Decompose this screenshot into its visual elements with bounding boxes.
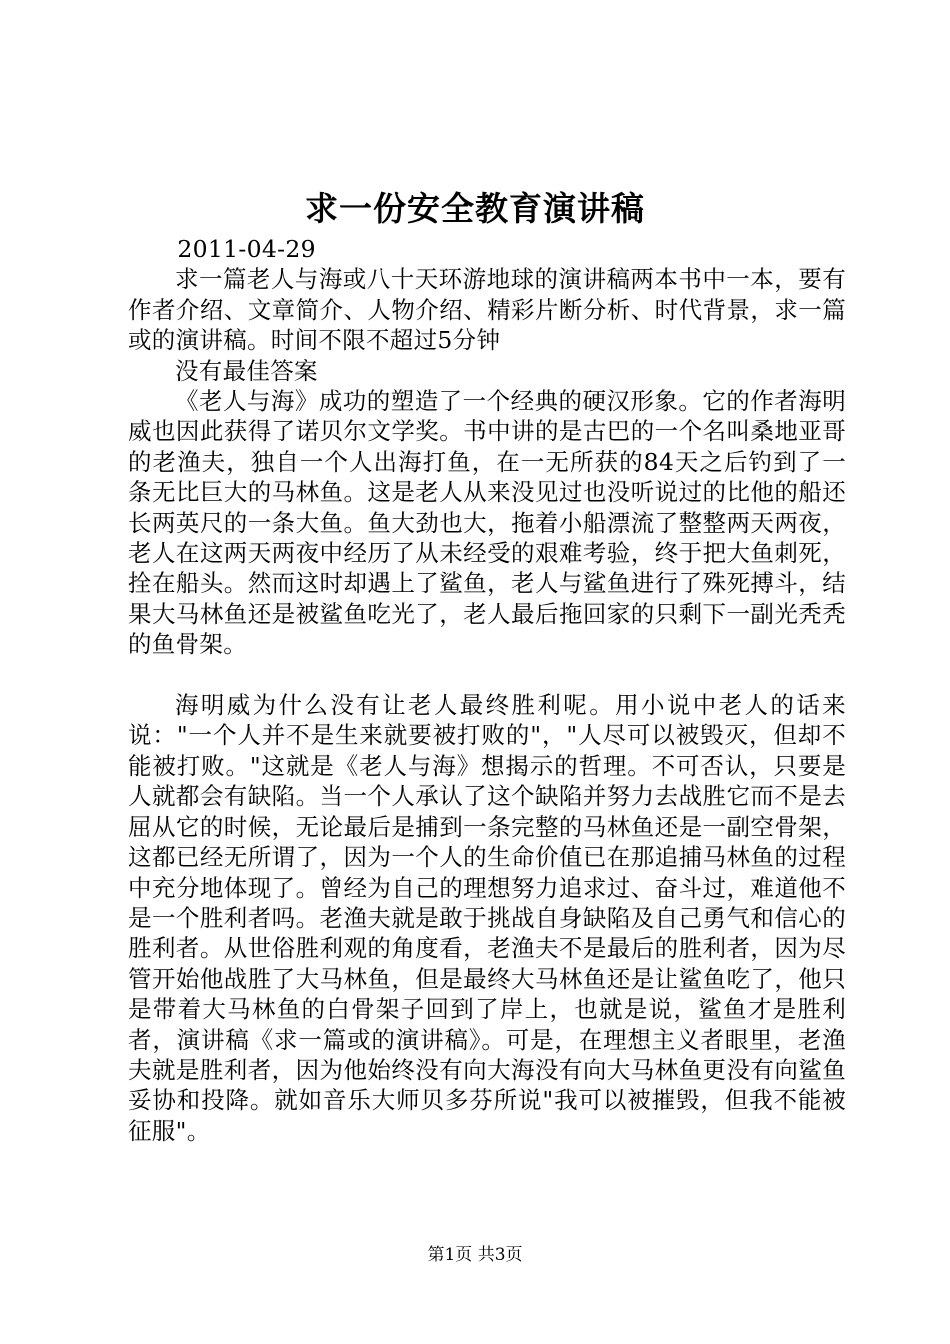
document-body xyxy=(128,234,846,1146)
body-paragraph-1: 《老人与海》成功的塑造了一个经典的硬汉形象。它的作者海明威也因此获得了诺贝尔文学奖。书中讲的是古巴的一个名叫桑地亚哥的老渔夫，独自一个人出海打鱼，在一无所获的84天之后钓到了一条无比巨大的马林鱼。这是老人从来没见过也没听说过的比他的船还长两英尺的一条大鱼。鱼大劲也大，拖着小船漂流了整整两天两夜，老人在这两天两夜中经历了从未经受的艰难考验，终于把大鱼刺死，拴在船头。然而这时却遇上了鲨鱼，老人与鲨鱼进行了殊死搏斗，结果大马林鱼还是被鲨鱼吃光了，老人最后拖回家的只剩下一副光秃秃的鱼骨架。 xyxy=(128,387,846,659)
body-paragraph-2: 海明威为什么没有让老人最终胜利呢。用小说中老人的话来说："一个人并不是生来就要被打败的"，"人尽可以被毁灭，但却不能被打败。"这就是《老人与海》想揭示的哲理。不可否认，只要是人就都会有缺陷。当一个人承认了这个缺陷并努力去战胜它而不是去屈从它的时候，无论最后是捕到一条完整的马林鱼还是一副空骨架，这都已经无所谓了，因为一个人的生命价值已在那追捕马林鱼的过程中充分地体现了。曾经为自己的理想努力追求过、奋斗过，难道他不是一个胜利者吗。老渔夫就是敢于挑战自身缺陷及自己勇气和信心的胜利者。从世俗胜利观的角度看，老渔夫不是最后的胜利者，因为尽管开始他战胜了大马林鱼，但是最终大马林鱼还是让鲨鱼吃了，他只是带着大马林鱼的白骨架子回到了岸上，也就是说，鲨鱼才是胜利者，演讲稿《求一篇或的演讲稿》。可是，在理想主义者眼里，老渔夫就是胜利者，因为他始终没有向大海没有向大马林鱼更没有向鲨鱼妥协和投降。就如音乐大师贝多芬所说"我可以被摧毁，但我不能被征服"。 xyxy=(128,691,846,1145)
document-title: 求一份安全教育演讲稿 xyxy=(305,189,645,228)
no-best-answer-label: 没有最佳答案 xyxy=(175,356,318,385)
paragraph-spacer xyxy=(128,660,846,690)
document-date: 2011-04-29 xyxy=(177,235,316,263)
page-indicator: 第1页 共3页 xyxy=(427,1245,523,1265)
question-paragraph: 求一篇老人与海或八十天环游地球的演讲稿两本书中一本，要有作者介绍、文章简介、人物介绍、精彩片断分析、时代背景，求一篇或的演讲稿。时间不限不超过5分钟 xyxy=(128,265,846,355)
